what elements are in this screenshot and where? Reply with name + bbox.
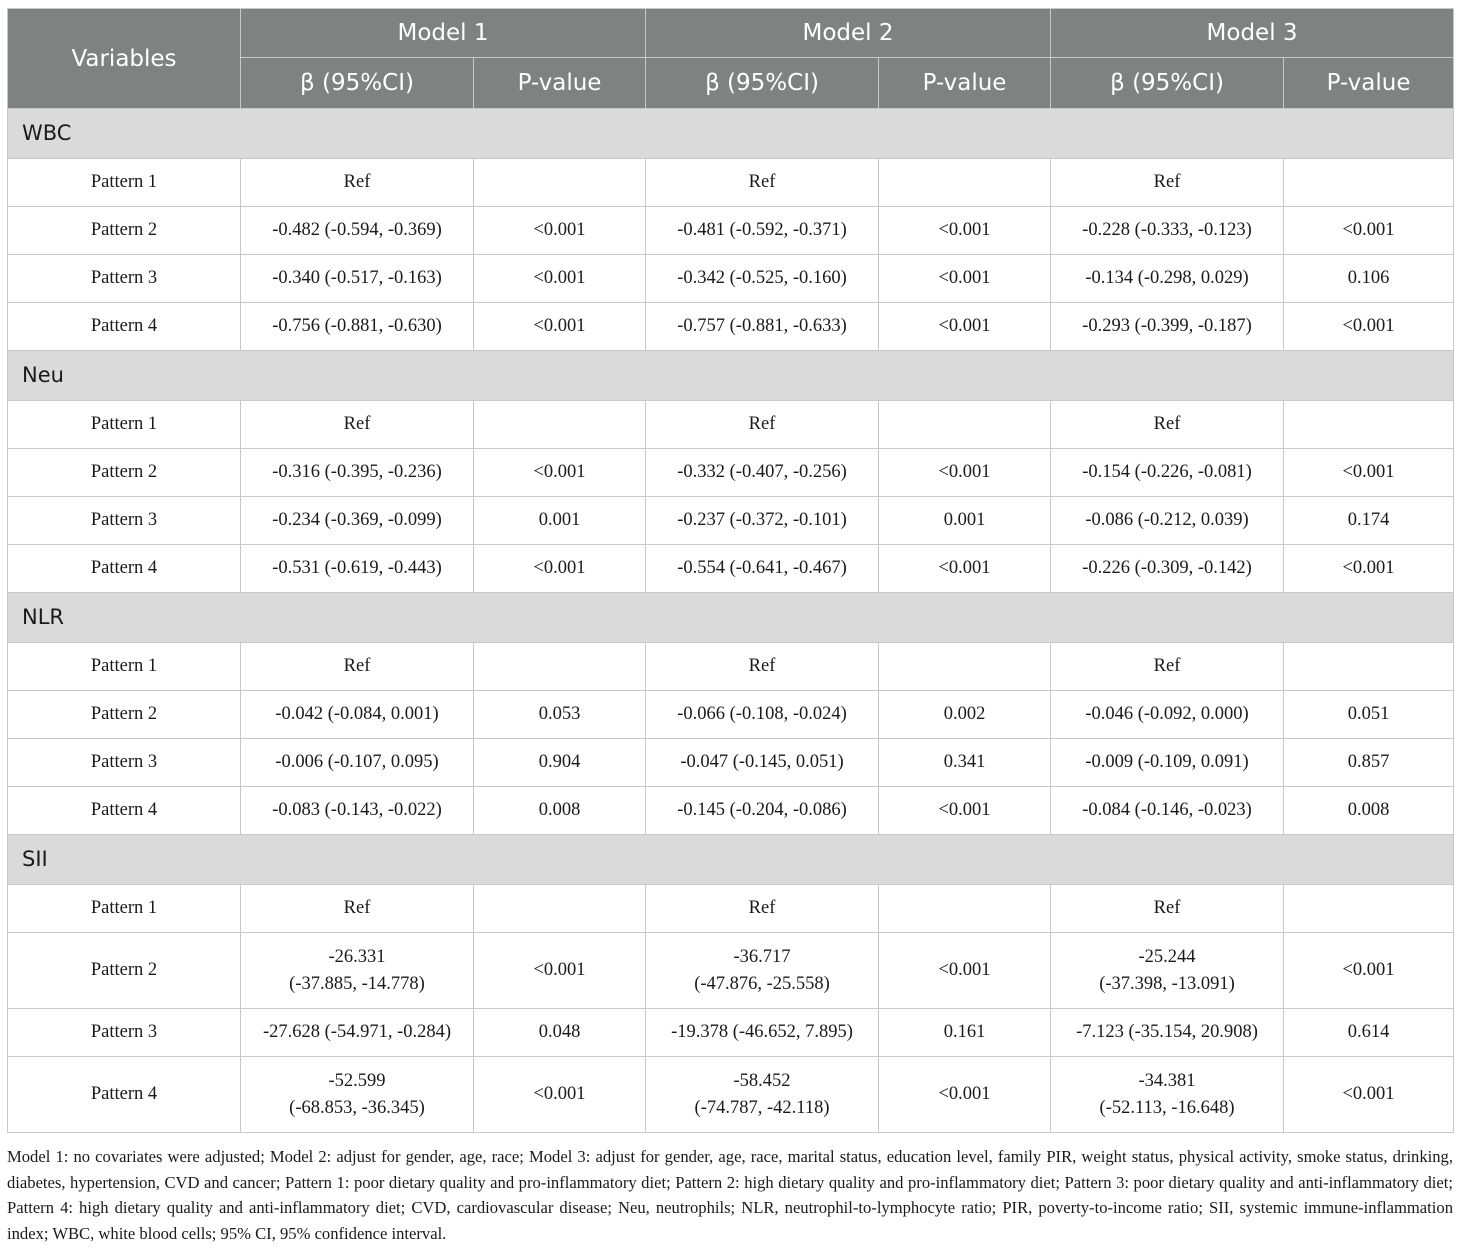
model-2-pvalue-cell: 0.161 <box>879 1009 1051 1057</box>
model-2-beta-cell <box>646 933 879 1009</box>
table-row <box>8 643 1454 691</box>
model-2-pvalue-cell: <0.001 <box>879 303 1051 351</box>
model-3-pvalue-cell: 0.051 <box>1284 691 1454 739</box>
model-2-beta-cell: -0.066 (-0.108, -0.024) <box>646 691 879 739</box>
beta-estimate: -25.244 <box>1138 946 1196 967</box>
pattern-label: Pattern 1 <box>8 885 241 933</box>
model-3-pvalue-cell: 0.174 <box>1284 497 1454 545</box>
model-2-pvalue-cell: <0.001 <box>879 1057 1051 1133</box>
model-3-beta-cell: -0.293 (-0.399, -0.187) <box>1051 303 1284 351</box>
confidence-interval: (-52.113, -16.648) <box>1099 1097 1235 1118</box>
model-1-pvalue-cell: 0.048 <box>474 1009 646 1057</box>
pvalue-header: P-value <box>879 58 1051 109</box>
model-1-pvalue-cell <box>474 401 646 449</box>
model-1-beta-cell: -27.628 (-54.971, -0.284) <box>241 1009 474 1057</box>
model-1-pvalue-cell: <0.001 <box>474 449 646 497</box>
model-1-beta-cell: Ref <box>241 401 474 449</box>
pattern-label: Pattern 1 <box>8 159 241 207</box>
variables-header: Variables <box>8 9 241 109</box>
model-1-beta-cell: Ref <box>241 643 474 691</box>
model-1-beta-cell <box>241 933 474 1009</box>
model-1-header: Model 1 <box>241 9 646 58</box>
model-1-pvalue-cell: <0.001 <box>474 933 646 1009</box>
section-row <box>8 109 1454 159</box>
model-3-pvalue-cell <box>1284 885 1454 933</box>
pattern-label: Pattern 2 <box>8 933 241 1009</box>
table-row <box>8 787 1454 835</box>
pattern-label: Pattern 3 <box>8 255 241 303</box>
pattern-label: Pattern 3 <box>8 497 241 545</box>
model-2-pvalue-cell <box>879 885 1051 933</box>
model-1-beta-cell: -0.340 (-0.517, -0.163) <box>241 255 474 303</box>
model-2-beta-cell: -0.554 (-0.641, -0.467) <box>646 545 879 593</box>
model-2-beta-cell: Ref <box>646 885 879 933</box>
table-row <box>8 1057 1454 1133</box>
model-3-beta-cell: -0.084 (-0.146, -0.023) <box>1051 787 1284 835</box>
model-2-pvalue-cell <box>879 401 1051 449</box>
model-1-beta-cell: -0.006 (-0.107, 0.095) <box>241 739 474 787</box>
model-2-pvalue-cell: <0.001 <box>879 545 1051 593</box>
section-label: WBC <box>8 109 1454 159</box>
model-2-pvalue-cell <box>879 643 1051 691</box>
model-1-beta-cell: -0.482 (-0.594, -0.369) <box>241 207 474 255</box>
model-2-beta-cell: -0.145 (-0.204, -0.086) <box>646 787 879 835</box>
section-label: NLR <box>8 593 1454 643</box>
pattern-label: Pattern 4 <box>8 787 241 835</box>
model-2-beta-cell: -0.237 (-0.372, -0.101) <box>646 497 879 545</box>
model-1-beta-cell: -0.042 (-0.084, 0.001) <box>241 691 474 739</box>
pvalue-header: P-value <box>1284 58 1454 109</box>
model-1-beta-cell: -0.234 (-0.369, -0.099) <box>241 497 474 545</box>
model-3-beta-cell: Ref <box>1051 643 1284 691</box>
model-3-beta-cell: -0.086 (-0.212, 0.039) <box>1051 497 1284 545</box>
model-2-pvalue-cell: 0.341 <box>879 739 1051 787</box>
model-2-pvalue-cell: <0.001 <box>879 255 1051 303</box>
model-1-pvalue-cell: 0.053 <box>474 691 646 739</box>
confidence-interval: (-68.853, -36.345) <box>289 1097 425 1118</box>
model-3-pvalue-cell: <0.001 <box>1284 449 1454 497</box>
table-row <box>8 545 1454 593</box>
model-2-pvalue-cell: 0.001 <box>879 497 1051 545</box>
section-label: Neu <box>8 351 1454 401</box>
model-2-beta-cell <box>646 1057 879 1133</box>
model-1-beta-cell: -0.083 (-0.143, -0.022) <box>241 787 474 835</box>
model-3-beta-cell: -0.154 (-0.226, -0.081) <box>1051 449 1284 497</box>
table-row <box>8 691 1454 739</box>
pattern-label: Pattern 2 <box>8 449 241 497</box>
model-3-beta-cell: -0.009 (-0.109, 0.091) <box>1051 739 1284 787</box>
model-3-beta-cell: Ref <box>1051 159 1284 207</box>
model-1-beta-cell: -0.531 (-0.619, -0.443) <box>241 545 474 593</box>
model-2-beta-cell: -0.481 (-0.592, -0.371) <box>646 207 879 255</box>
model-1-pvalue-cell: 0.904 <box>474 739 646 787</box>
table-row <box>8 933 1454 1009</box>
model-1-pvalue-cell <box>474 885 646 933</box>
pattern-label: Pattern 4 <box>8 303 241 351</box>
model-3-pvalue-cell: <0.001 <box>1284 1057 1454 1133</box>
model-1-pvalue-cell: <0.001 <box>474 1057 646 1133</box>
beta-estimate: -34.381 <box>1138 1070 1196 1091</box>
confidence-interval: (-74.787, -42.118) <box>694 1097 830 1118</box>
model-3-beta-cell: -0.228 (-0.333, -0.123) <box>1051 207 1284 255</box>
table-body <box>8 109 1454 1133</box>
table-footnote: Model 1: no covariates were adjusted; Model 2: adjust for gender, age, race; Model 3: adjust for gender, age, race, marital status, education level, family PIR, weight status, physical activity, smoke status, drinking, diabetes, hypertension, CVD and cancer; Pattern 1: poor dietary quality and pro-inflammatory diet; Pattern 2: high dietary quality and pro-inflammatory diet; Pattern 3: poor dietary quality and anti-inflammatory diet; Pattern 4: high dietary quality and anti-inflammatory diet; CVD, cardiovascular disease; Neu, neutrophils; NLR, neutrophil-to-lymphocyte ratio; PIR, poverty-to-income ratio; SII, systemic immune-inflammation index; WBC, white blood cells; 95% CI, 95% confidence interval. <box>7 1147 1453 1243</box>
results-table-container <box>7 8 1453 1133</box>
pattern-label: Pattern 1 <box>8 401 241 449</box>
model-3-beta-cell: -0.134 (-0.298, 0.029) <box>1051 255 1284 303</box>
model-3-beta-cell: Ref <box>1051 885 1284 933</box>
model-3-pvalue-cell: <0.001 <box>1284 933 1454 1009</box>
model-1-pvalue-cell: 0.008 <box>474 787 646 835</box>
pattern-label: Pattern 3 <box>8 1009 241 1057</box>
results-table <box>7 8 1454 1133</box>
model-3-pvalue-cell: <0.001 <box>1284 545 1454 593</box>
model-3-beta-cell <box>1051 1057 1284 1133</box>
pattern-label: Pattern 4 <box>8 1057 241 1133</box>
model-2-beta-cell: -0.757 (-0.881, -0.633) <box>646 303 879 351</box>
model-3-beta-cell: -0.046 (-0.092, 0.000) <box>1051 691 1284 739</box>
model-2-beta-cell: -0.342 (-0.525, -0.160) <box>646 255 879 303</box>
model-1-beta-cell: -0.316 (-0.395, -0.236) <box>241 449 474 497</box>
model-3-beta-cell: -7.123 (-35.154, 20.908) <box>1051 1009 1284 1057</box>
model-2-header: Model 2 <box>646 9 1051 58</box>
model-1-pvalue-cell: 0.001 <box>474 497 646 545</box>
table-row <box>8 497 1454 545</box>
model-3-beta-cell: Ref <box>1051 401 1284 449</box>
model-1-pvalue-cell: <0.001 <box>474 255 646 303</box>
beta-estimate: -26.331 <box>328 946 386 967</box>
table-row <box>8 449 1454 497</box>
model-2-beta-cell: Ref <box>646 643 879 691</box>
section-row <box>8 593 1454 643</box>
table-row <box>8 255 1454 303</box>
model-2-pvalue-cell: <0.001 <box>879 207 1051 255</box>
model-2-beta-cell: -0.332 (-0.407, -0.256) <box>646 449 879 497</box>
model-1-beta-cell <box>241 1057 474 1133</box>
model-3-pvalue-cell: 0.857 <box>1284 739 1454 787</box>
model-3-header: Model 3 <box>1051 9 1454 58</box>
model-1-pvalue-cell <box>474 643 646 691</box>
table-row <box>8 207 1454 255</box>
model-2-beta-cell: -19.378 (-46.652, 7.895) <box>646 1009 879 1057</box>
model-3-pvalue-cell: 0.008 <box>1284 787 1454 835</box>
table-row <box>8 401 1454 449</box>
model-1-beta-cell: -0.756 (-0.881, -0.630) <box>241 303 474 351</box>
model-3-beta-cell: -0.226 (-0.309, -0.142) <box>1051 545 1284 593</box>
table-header <box>8 9 1454 109</box>
confidence-interval: (-37.398, -13.091) <box>1099 973 1235 994</box>
model-2-pvalue-cell: <0.001 <box>879 787 1051 835</box>
beta-header: β (95%CI) <box>241 58 474 109</box>
pattern-label: Pattern 2 <box>8 207 241 255</box>
model-3-pvalue-cell: <0.001 <box>1284 303 1454 351</box>
model-3-pvalue-cell: 0.614 <box>1284 1009 1454 1057</box>
model-2-beta-cell: Ref <box>646 159 879 207</box>
model-2-pvalue-cell <box>879 159 1051 207</box>
beta-estimate: -58.452 <box>733 1070 791 1091</box>
model-3-pvalue-cell <box>1284 401 1454 449</box>
model-1-beta-cell: Ref <box>241 885 474 933</box>
model-3-pvalue-cell <box>1284 643 1454 691</box>
pattern-label: Pattern 1 <box>8 643 241 691</box>
model-1-pvalue-cell: <0.001 <box>474 303 646 351</box>
model-1-pvalue-cell: <0.001 <box>474 207 646 255</box>
table-row <box>8 885 1454 933</box>
beta-header: β (95%CI) <box>646 58 879 109</box>
beta-estimate: -52.599 <box>328 1070 386 1091</box>
table-row <box>8 1009 1454 1057</box>
table-row <box>8 739 1454 787</box>
model-1-beta-cell: Ref <box>241 159 474 207</box>
beta-header: β (95%CI) <box>1051 58 1284 109</box>
model-2-pvalue-cell: 0.002 <box>879 691 1051 739</box>
pvalue-header: P-value <box>474 58 646 109</box>
section-row <box>8 351 1454 401</box>
model-3-pvalue-cell: <0.001 <box>1284 207 1454 255</box>
model-2-pvalue-cell: <0.001 <box>879 933 1051 1009</box>
model-3-beta-cell <box>1051 933 1284 1009</box>
table-row <box>8 159 1454 207</box>
pattern-label: Pattern 3 <box>8 739 241 787</box>
model-3-pvalue-cell <box>1284 159 1454 207</box>
model-3-pvalue-cell: 0.106 <box>1284 255 1454 303</box>
pattern-label: Pattern 2 <box>8 691 241 739</box>
section-row <box>8 835 1454 885</box>
model-2-pvalue-cell: <0.001 <box>879 449 1051 497</box>
model-2-beta-cell: Ref <box>646 401 879 449</box>
pattern-label: Pattern 4 <box>8 545 241 593</box>
section-label: SII <box>8 835 1454 885</box>
confidence-interval: (-47.876, -25.558) <box>694 973 830 994</box>
model-1-pvalue-cell: <0.001 <box>474 545 646 593</box>
beta-estimate: -36.717 <box>733 946 791 967</box>
table-row <box>8 303 1454 351</box>
model-1-pvalue-cell <box>474 159 646 207</box>
confidence-interval: (-37.885, -14.778) <box>289 973 425 994</box>
model-2-beta-cell: -0.047 (-0.145, 0.051) <box>646 739 879 787</box>
